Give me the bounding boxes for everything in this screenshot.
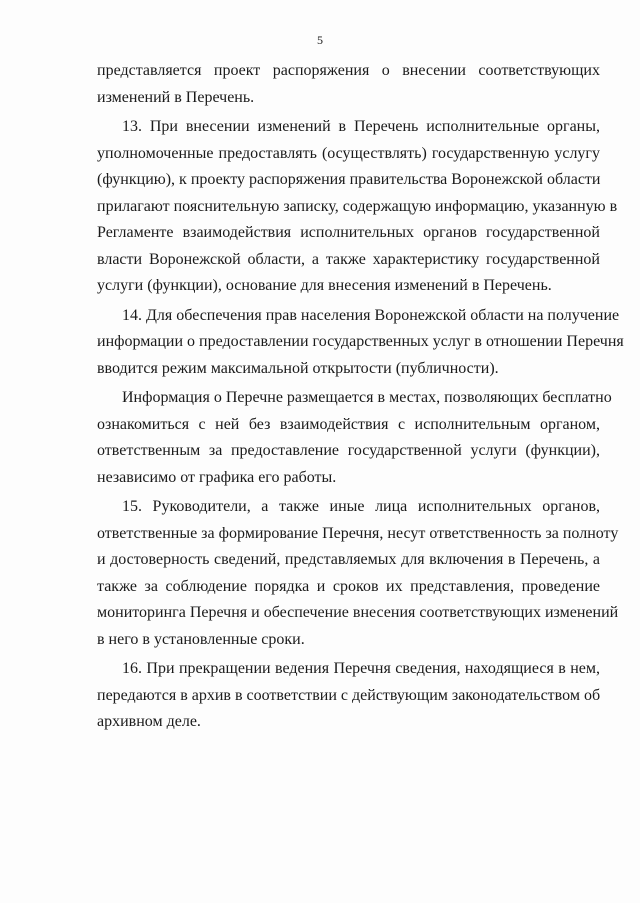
text-line: ответственные за формирование Перечня, несут ответственность за полноту — [97, 524, 619, 542]
text-line: услуги (функции), основание для внесения изменений в Перечень. — [97, 277, 552, 294]
paragraph-continuation — [97, 58, 600, 111]
text-line: ответственным за предоставление государственной услуги (функции), — [97, 442, 600, 459]
text-line: Информация о Перечне размещается в местах, позволяющих бесплатно — [122, 389, 612, 406]
text-line: мониторинга Перечня и обеспечение внесения соответствующих изменений — [97, 604, 619, 621]
paragraph-16 — [97, 656, 600, 736]
text-line: передаются в архив в соответствии с действующим законодательством об — [97, 686, 601, 704]
text-line: ознакомиться с ней без взаимодействия с исполнительным органом, — [97, 415, 600, 433]
text-line: независимо от графика его работы. — [97, 468, 337, 486]
text-line: 14. Для обеспечения прав населения Воронежской области на получение — [122, 306, 620, 324]
document-body — [97, 58, 624, 736]
text-line: и достоверность сведений, представляемых для включения в Перечень, а — [97, 551, 600, 568]
text-line: прилагают пояснительную записку, содержащую информацию, указанную в — [97, 197, 618, 215]
paragraph-13 — [97, 114, 618, 300]
text-line: Регламенте взаимодействия исполнительных органов государственной — [97, 224, 600, 241]
text-line: изменений в Перечень. — [97, 88, 255, 106]
text-line: информации о предоставлении государственных услуг в отношении Перечня — [97, 333, 624, 350]
text-line: также за соблюдение порядка и сроков их представления, проведение — [97, 577, 600, 595]
text-line: власти Воронежской области, а также характеристику государственной — [97, 250, 600, 268]
text-line: вводится режим максимальной открытости (публичности). — [97, 359, 499, 377]
text-line: 16. При прекращении ведения Перечня сведения, находящиеся в нем, — [122, 660, 600, 677]
text-line: (функцию), к проекту распоряжения правительства Воронежской области — [97, 171, 601, 188]
text-line: архивном деле. — [97, 713, 201, 730]
text-line: в него в установленные сроки. — [97, 630, 305, 648]
page-number: 5 — [317, 33, 323, 47]
text-line: представляется проект распоряжения о внесении соответствующих — [97, 62, 600, 79]
paragraph-14 — [97, 303, 624, 383]
text-line: 13. При внесении изменений в Перечень исполнительные органы, — [122, 118, 600, 135]
paragraph-14-info — [97, 385, 612, 491]
paragraph-15 — [97, 494, 619, 653]
text-line: 15. Руководители, а также иные лица исполнительных органов, — [122, 498, 600, 515]
text-line: уполномоченные предоставлять (осуществлять) государственную услугу — [97, 144, 600, 162]
